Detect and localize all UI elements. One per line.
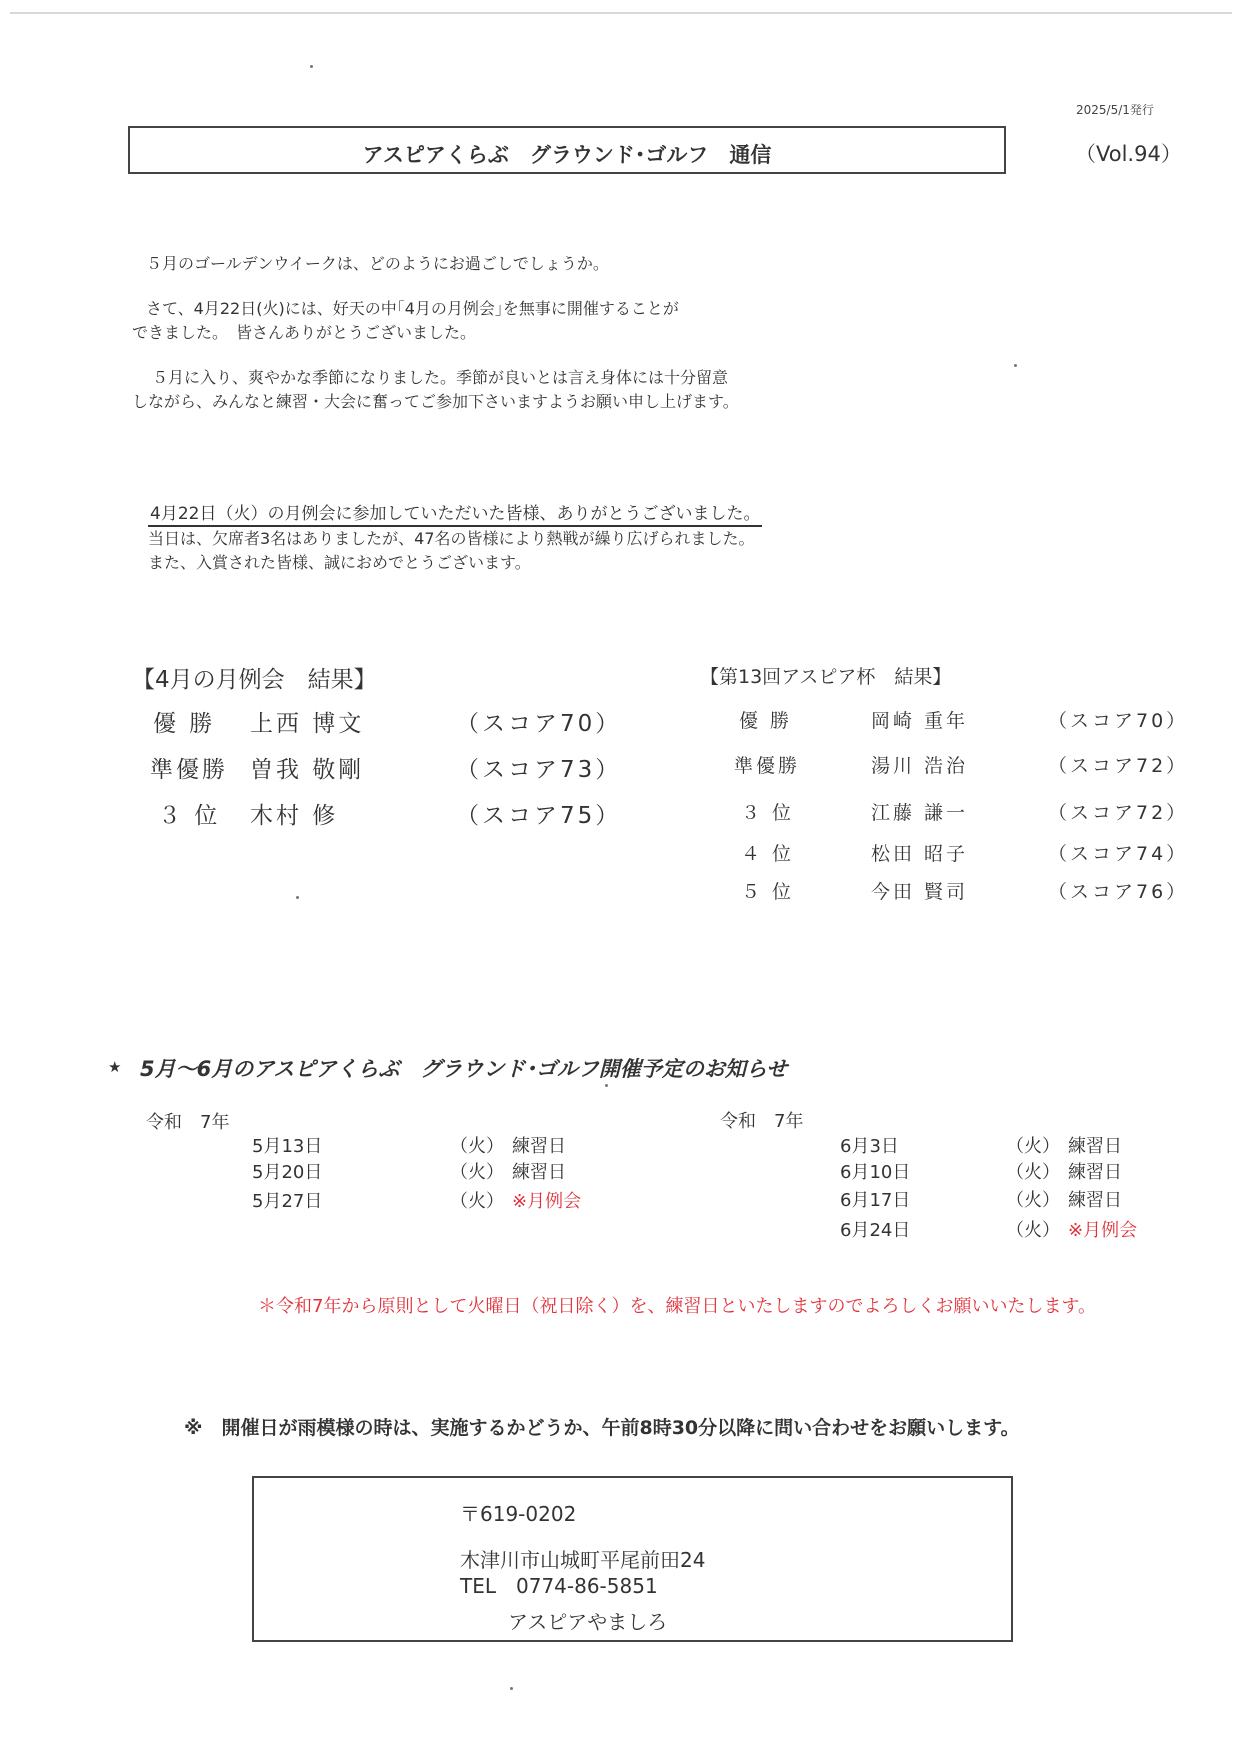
june-date-1: 6月3日 xyxy=(840,1136,899,1157)
june-year: 令和 7年 xyxy=(720,1111,804,1132)
june-date-4: 6月24日 xyxy=(840,1220,911,1241)
may-day-1: （火） xyxy=(450,1136,504,1157)
june-day-4: （火） xyxy=(1006,1220,1060,1241)
cup-results-heading: 【第13回アスピア杯 結果】 xyxy=(700,666,952,688)
cup-name-5: 今田 賢司 xyxy=(871,881,969,903)
schedule-heading: 5月～6月のアスピアくらぶ グラウンド･ゴルフ開催予定のお知らせ xyxy=(140,1057,788,1081)
cup-rank-5: ５ 位 xyxy=(741,881,795,903)
april-rank-2: 準優勝 xyxy=(150,757,228,783)
june-date-2: 6月10日 xyxy=(840,1162,911,1183)
june-day-3: （火） xyxy=(1006,1190,1060,1211)
thanks-heading: 4月22日（火）の月例会に参加していただいた皆様、ありがとうございました。 xyxy=(148,499,762,527)
may-day-3: （火） xyxy=(450,1191,504,1212)
april-score-3: （スコア75） xyxy=(456,803,622,829)
may-event-1: 練習日 xyxy=(512,1136,566,1157)
may-day-2: （火） xyxy=(450,1162,504,1183)
may-event-3: ※月例会 xyxy=(512,1191,582,1212)
organization-name: アスピアやましろ xyxy=(508,1610,668,1634)
april-score-1: （スコア70） xyxy=(456,711,622,737)
cup-score-4: （スコア74） xyxy=(1048,843,1189,865)
april-name-3: 木村 修 xyxy=(250,803,339,829)
april-rank-3: ３ 位 xyxy=(158,803,221,829)
cup-name-2: 湯川 浩治 xyxy=(871,755,969,777)
intro-paragraph-2-line-1: さて、4月22日(火)には、好天の中｢4月の月例会｣を無事に開催することが xyxy=(146,299,679,318)
star-icon: ★ xyxy=(108,1058,122,1076)
april-results-heading: 【4月の月例会 結果】 xyxy=(132,667,377,693)
scan-speck xyxy=(296,896,299,899)
scan-speck xyxy=(1014,364,1017,367)
intro-paragraph-1: ５月のゴールデンウイークは、どのようにお過ごしでしょうか。 xyxy=(146,254,609,273)
newsletter-title: アスピアくらぶ グラウンド･ゴルフ 通信 xyxy=(362,143,772,167)
address: 木津川市山城町平尾前田24 xyxy=(460,1548,706,1572)
may-date-2: 5月20日 xyxy=(252,1162,323,1183)
june-day-2: （火） xyxy=(1006,1162,1060,1183)
may-year: 令和 7年 xyxy=(146,1112,230,1133)
cup-rank-4: ４ 位 xyxy=(741,843,795,865)
june-day-1: （火） xyxy=(1006,1136,1060,1157)
postal-code: 〒619-0202 xyxy=(460,1502,577,1526)
top-rule xyxy=(10,12,1232,14)
rain-notice: ※ 開催日が雨模様の時は、実施するかどうか、午前8時30分以降に問い合わせをお願いします。 xyxy=(184,1417,1020,1439)
telephone: TEL 0774-86-5851 xyxy=(460,1574,658,1598)
may-date-3: 5月27日 xyxy=(252,1191,323,1212)
april-name-1: 上西 博文 xyxy=(250,711,365,737)
may-event-2: 練習日 xyxy=(512,1162,566,1183)
cup-score-5: （スコア76） xyxy=(1048,881,1189,903)
scan-speck xyxy=(310,65,313,68)
june-event-2: 練習日 xyxy=(1068,1162,1122,1183)
may-date-1: 5月13日 xyxy=(252,1136,323,1157)
cup-score-1: （スコア70） xyxy=(1048,710,1189,732)
cup-name-3: 江藤 謙一 xyxy=(871,802,969,824)
cup-score-3: （スコア72） xyxy=(1048,802,1189,824)
june-event-4: ※月例会 xyxy=(1068,1220,1138,1241)
cup-rank-1: 優 勝 xyxy=(739,710,793,732)
intro-paragraph-2-line-2: できました。 皆さんありがとうございました。 xyxy=(132,323,477,342)
cup-rank-3: ３ 位 xyxy=(741,802,795,824)
thanks-line-2: また、入賞された皆様、誠におめでとうございます。 xyxy=(148,553,531,572)
newsletter-title-box xyxy=(128,126,1006,174)
issue-date: 2025/5/1発行 xyxy=(1076,103,1154,117)
april-name-2: 曽我 敬剛 xyxy=(250,757,365,783)
june-event-3: 練習日 xyxy=(1068,1190,1122,1211)
april-rank-1: 優 勝 xyxy=(153,711,216,737)
thanks-line-1: 当日は、欠席者3名はありましたが、47名の皆様により熱戦が繰り広げられました。 xyxy=(148,529,755,548)
cup-name-1: 岡崎 重年 xyxy=(871,710,969,732)
intro-paragraph-3-line-2: しながら、みんなと練習・大会に奮ってご参加下さいますようお願い申し上げます。 xyxy=(132,392,739,411)
volume-number: （Vol.94） xyxy=(1075,142,1182,166)
april-score-2: （スコア73） xyxy=(456,757,622,783)
scan-speck xyxy=(510,1687,513,1690)
intro-paragraph-3-line-1: ５月に入り、爽やかな季節になりました。季節が良いとは言え身体には十分留意 xyxy=(152,368,729,387)
contact-box xyxy=(252,1476,1013,1642)
practice-day-note: ＊令和7年から原則として火曜日（祝日除く）を、練習日といたしますのでよろしくお願いいたします。 xyxy=(258,1296,1097,1317)
june-date-3: 6月17日 xyxy=(840,1190,911,1211)
scan-speck xyxy=(605,1084,608,1087)
june-event-1: 練習日 xyxy=(1068,1136,1122,1157)
cup-score-2: （スコア72） xyxy=(1048,755,1189,777)
cup-name-4: 松田 昭子 xyxy=(871,843,969,865)
cup-rank-2: 準優勝 xyxy=(734,755,801,777)
